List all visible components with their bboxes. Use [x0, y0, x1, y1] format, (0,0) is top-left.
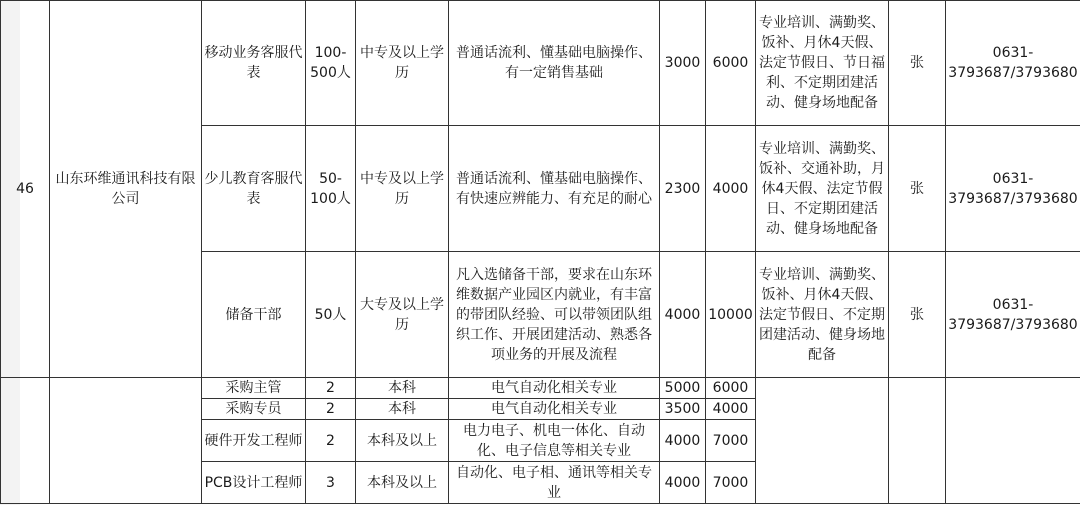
position-title: 移动业务客服代表	[202, 1, 306, 126]
salary-max: 4000	[706, 126, 756, 252]
position-education: 本科及以上	[356, 420, 449, 462]
position-education: 本科	[356, 378, 449, 399]
contact-person-empty	[889, 378, 946, 504]
company-name-empty	[50, 378, 202, 504]
position-education: 中专及以上学历	[356, 126, 449, 252]
position-requirements: 普通话流利、懂基础电脑操作、有快速应辨能力、有充足的耐心	[449, 126, 660, 252]
contact-person: 张	[889, 1, 946, 126]
position-benefits: 专业培训、满勤奖、饭补、月休4天假、法定节假日、不定期团建活动、健身场地配备	[756, 252, 889, 378]
position-count: 2	[306, 420, 356, 462]
position-education: 本科及以上	[356, 462, 449, 504]
table-row	[1, 378, 1080, 399]
salary-max: 4000	[706, 399, 756, 420]
position-title: 少儿教育客服代表	[202, 126, 306, 252]
position-title: 采购专员	[202, 399, 306, 420]
salary-max: 10000	[706, 252, 756, 378]
position-requirements: 凡入选储备干部，要求在山东环维数据产业园区内就业，有丰富的带团队经验、可以带领团队组织工作、开展团建活动、熟悉各项业务的开展及流程	[449, 252, 660, 378]
salary-min: 3500	[660, 399, 706, 420]
salary-max: 7000	[706, 420, 756, 462]
row-number-empty	[1, 378, 50, 504]
position-benefits: 专业培训、满勤奖、饭补、交通补助，月休4天假、法定节假日、不定期团建活动、健身场地配备	[756, 126, 889, 252]
position-requirements: 电气自动化相关专业	[449, 378, 660, 399]
position-education: 本科	[356, 399, 449, 420]
row-number: 46	[1, 1, 50, 378]
salary-min: 3000	[660, 1, 706, 126]
salary-min: 4000	[660, 420, 706, 462]
contact-person: 张	[889, 126, 946, 252]
contact-phone: 0631-3793687/3793680	[946, 126, 1080, 252]
salary-min: 4000	[660, 462, 706, 504]
position-count: 2	[306, 378, 356, 399]
position-title: PCB设计工程师	[202, 462, 306, 504]
position-title: 采购主管	[202, 378, 306, 399]
position-requirements: 自动化、电子相、通讯等相关专业	[449, 462, 660, 504]
salary-min: 2300	[660, 126, 706, 252]
contact-phone: 0631-3793687/3793680	[946, 1, 1080, 126]
position-requirements: 普通话流利、懂基础电脑操作、有一定销售基础	[449, 1, 660, 126]
position-title: 硬件开发工程师	[202, 420, 306, 462]
position-count: 50人	[306, 252, 356, 378]
position-title: 储备干部	[202, 252, 306, 378]
contact-phone: 0631-3793687/3793680	[946, 252, 1080, 378]
position-count: 50-100人	[306, 126, 356, 252]
position-count: 100-500人	[306, 1, 356, 126]
position-benefits: 专业培训、满勤奖、饭补、月休4天假、法定节假日、节日福利、不定期团建活动、健身场地配备	[756, 1, 889, 126]
position-benefits-empty	[756, 378, 889, 504]
salary-max: 6000	[706, 378, 756, 399]
salary-min: 4000	[660, 252, 706, 378]
salary-min: 5000	[660, 378, 706, 399]
salary-max: 6000	[706, 1, 756, 126]
position-requirements: 电气自动化相关专业	[449, 399, 660, 420]
table-row	[1, 1, 1080, 126]
position-requirements: 电力电子、机电一体化、自动化、电子信息等相关专业	[449, 420, 660, 462]
contact-phone-empty	[946, 378, 1080, 504]
contact-person: 张	[889, 252, 946, 378]
position-count: 3	[306, 462, 356, 504]
position-education: 中专及以上学历	[356, 1, 449, 126]
salary-max: 7000	[706, 462, 756, 504]
position-count: 2	[306, 399, 356, 420]
position-education: 大专及以上学历	[356, 252, 449, 378]
company-name: 山东环维通讯科技有限公司	[50, 1, 202, 378]
